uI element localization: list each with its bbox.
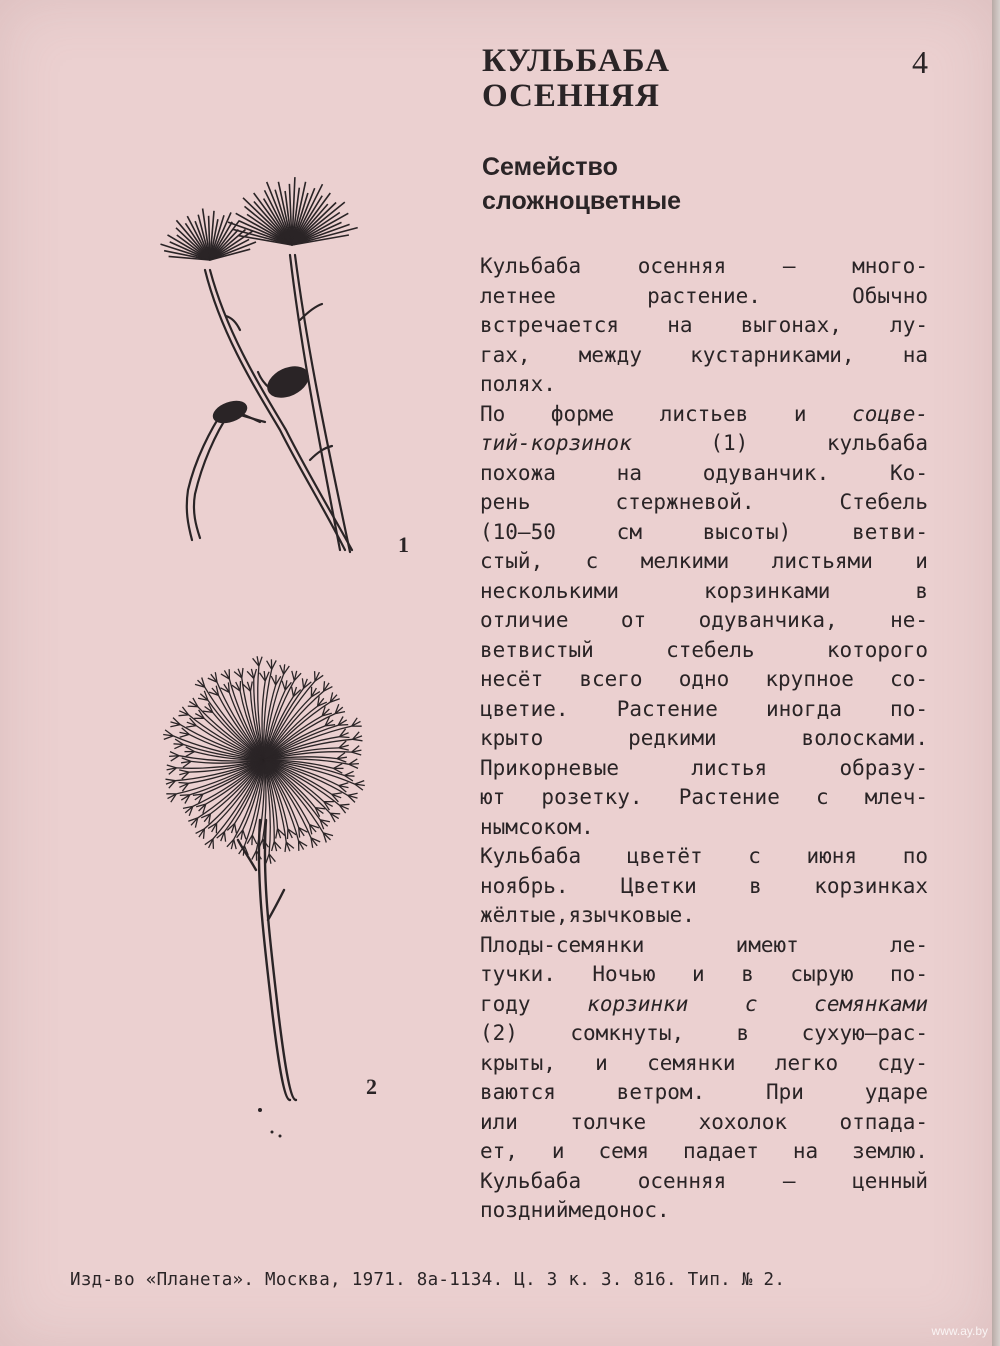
word: отпада- xyxy=(839,1109,928,1134)
word: году xyxy=(480,991,531,1016)
italic-word: семянками xyxy=(814,991,928,1016)
word: и xyxy=(915,549,928,573)
word: хохолок xyxy=(698,1109,788,1134)
word: легко xyxy=(774,1050,839,1075)
word: одуванчика, xyxy=(698,608,838,632)
word: стержневой. xyxy=(615,490,755,514)
word: листья xyxy=(691,755,768,780)
word: осенняя xyxy=(637,254,727,278)
text-line xyxy=(480,1049,928,1079)
word: редкими xyxy=(628,726,717,750)
word: Цветки xyxy=(620,873,697,898)
word: с xyxy=(585,549,599,573)
word: осенняя xyxy=(637,1168,727,1193)
text-line xyxy=(480,1019,928,1049)
text-line xyxy=(480,1078,928,1108)
word: Обычно xyxy=(852,283,928,308)
figure-label-1: 1 xyxy=(398,532,409,557)
word: стый, xyxy=(480,549,544,573)
word: между xyxy=(578,342,642,367)
text-line xyxy=(480,872,928,902)
word: ветвистый xyxy=(480,637,594,662)
word: встречается xyxy=(480,313,620,337)
word: — xyxy=(782,254,796,278)
word: растение. xyxy=(647,283,761,308)
word: рень xyxy=(480,490,531,514)
word: на xyxy=(902,342,928,367)
word: ют xyxy=(480,785,506,809)
word: Прикорневые xyxy=(480,755,620,780)
word: крыты, xyxy=(480,1050,556,1075)
italic-word: тий-корзинок xyxy=(480,431,632,455)
word: в xyxy=(736,1021,750,1045)
word: Ко- xyxy=(890,460,928,485)
word: (1) xyxy=(710,431,749,455)
word: несёт xyxy=(480,667,544,691)
seed-head-tufts xyxy=(163,656,365,863)
word: тучки. xyxy=(480,962,556,986)
leaf xyxy=(238,840,256,870)
word: с xyxy=(815,785,829,809)
word: одуванчик. xyxy=(702,460,830,485)
text-line xyxy=(480,547,928,577)
family-line-1: Семейство xyxy=(482,153,618,181)
family-line-2: сложноцветные xyxy=(482,187,682,215)
word: сухую—рас- xyxy=(801,1021,928,1045)
word: ным xyxy=(480,814,518,839)
word: Стебель xyxy=(839,490,928,514)
word: Кульбаба xyxy=(480,1168,582,1193)
text-line xyxy=(480,931,928,961)
word: Растение xyxy=(616,696,718,721)
word: сду- xyxy=(877,1050,928,1075)
word: При xyxy=(766,1080,804,1104)
word: выгонах, xyxy=(740,313,842,337)
card-edge xyxy=(992,0,1000,1346)
seedhead-illustration-2 xyxy=(160,680,380,1150)
text-line xyxy=(480,754,928,784)
stem xyxy=(290,255,340,550)
word: По xyxy=(480,401,506,426)
word: имеют xyxy=(735,932,799,957)
word: Растение xyxy=(678,785,780,809)
word: цветёт xyxy=(626,844,703,868)
text-line xyxy=(480,842,928,872)
word: от xyxy=(620,608,647,632)
text-line xyxy=(480,459,928,489)
word: со- xyxy=(890,667,928,691)
text-line xyxy=(480,429,928,459)
word: летнее xyxy=(480,283,556,308)
word: полях. xyxy=(480,372,556,396)
word: землю. xyxy=(852,1139,928,1163)
word: (10—50 xyxy=(480,519,556,544)
description-text xyxy=(480,252,928,1226)
soil-specks xyxy=(258,1108,282,1138)
text-line xyxy=(480,990,928,1020)
word: волосками. xyxy=(801,726,928,750)
word: или xyxy=(480,1109,518,1134)
word: лу- xyxy=(890,313,928,337)
word: ветви- xyxy=(852,519,928,544)
word: гах, xyxy=(480,342,531,367)
text-line xyxy=(480,813,928,843)
word: медонос. xyxy=(568,1198,670,1222)
word: ет, xyxy=(480,1139,518,1163)
word: ваются xyxy=(480,1080,556,1104)
text-line xyxy=(480,1137,928,1167)
word: (2) xyxy=(480,1021,518,1045)
text-line xyxy=(480,724,928,754)
word: корзинках xyxy=(814,873,928,898)
word: и xyxy=(793,401,807,426)
text-line xyxy=(480,1196,928,1226)
text-line xyxy=(480,606,928,636)
text-line xyxy=(480,783,928,813)
text-line xyxy=(480,695,928,725)
word: не- xyxy=(890,608,928,632)
word: мелкими xyxy=(640,549,730,573)
word: и xyxy=(692,962,705,986)
word: ветром. xyxy=(616,1080,706,1104)
word: листьями xyxy=(771,549,873,573)
word: Плоды-семянки xyxy=(480,932,645,957)
text-line xyxy=(480,518,928,548)
card-title xyxy=(482,44,670,114)
word: одно xyxy=(678,667,730,691)
word: семянки xyxy=(647,1050,736,1075)
word: по xyxy=(902,844,928,868)
word: июня xyxy=(806,844,858,868)
title-line-2: ОСЕННЯЯ xyxy=(482,78,660,114)
word: цветие. xyxy=(480,696,569,721)
text-line xyxy=(480,901,928,931)
text-line xyxy=(480,311,928,341)
word: на xyxy=(792,1139,819,1163)
branch xyxy=(194,412,265,538)
text-line xyxy=(480,282,928,312)
watermark: www.ay.by xyxy=(931,1324,988,1338)
word: сырую xyxy=(790,962,854,986)
word: ценный xyxy=(852,1168,928,1193)
word: с xyxy=(748,844,761,868)
italic-word: соцве- xyxy=(852,401,928,426)
text-line xyxy=(480,370,928,400)
italic-word: корзинки xyxy=(587,991,689,1016)
word: розетку. xyxy=(541,785,643,809)
word: млеч- xyxy=(864,785,928,809)
word: на xyxy=(616,460,642,485)
word: ноябрь. xyxy=(480,873,569,898)
text-line xyxy=(480,252,928,282)
word: кульбаба xyxy=(826,431,928,455)
text-line xyxy=(480,665,928,695)
word: жёлтые, xyxy=(480,903,569,927)
word: по- xyxy=(890,962,928,986)
text-line xyxy=(480,341,928,371)
word: всего xyxy=(579,667,643,691)
word: поздний xyxy=(480,1198,569,1222)
text-line xyxy=(480,400,928,430)
text-line xyxy=(480,960,928,990)
word: в xyxy=(915,578,928,603)
text-line xyxy=(480,1108,928,1138)
word: толчке xyxy=(570,1109,647,1134)
title-line-1: КУЛЬБАБА xyxy=(482,43,670,79)
stem xyxy=(265,820,296,1100)
word: сомкнуты, xyxy=(570,1021,685,1045)
text-line xyxy=(480,636,928,666)
word: которого xyxy=(826,637,928,662)
word: ле- xyxy=(890,932,928,957)
word: в xyxy=(749,873,762,898)
text-line xyxy=(480,488,928,518)
word: Кульбаба xyxy=(480,254,582,278)
word: несколькими xyxy=(480,578,620,603)
word: язычковые. xyxy=(568,903,695,927)
word: и xyxy=(551,1139,565,1163)
word: ударе xyxy=(864,1080,928,1104)
word: стебель xyxy=(666,637,755,662)
word: форме xyxy=(550,401,615,426)
word: корзинками xyxy=(703,578,831,603)
word: листьев xyxy=(659,401,749,426)
publisher-footer: Изд-во «Планета». Москва, 1971. 8а-1134. Ц. 3 к. З. 816. Тип. № 2. xyxy=(70,1270,786,1290)
word: и xyxy=(595,1050,608,1075)
word: кустарниками, xyxy=(690,342,855,367)
word: см xyxy=(616,519,642,544)
word: похожа xyxy=(480,460,556,485)
word: крыто xyxy=(480,726,544,750)
word: отличие xyxy=(480,608,569,632)
word: соком. xyxy=(517,814,594,839)
family-heading xyxy=(482,150,681,218)
word: иногда xyxy=(766,696,842,721)
word: крупное xyxy=(765,667,854,691)
word: образу- xyxy=(839,755,928,780)
bud xyxy=(210,360,314,428)
word: по- xyxy=(890,696,928,721)
card-number: 4 xyxy=(912,44,928,80)
word: семя xyxy=(598,1139,650,1163)
word: Кульбаба xyxy=(480,844,582,868)
figure-label-2: 2 xyxy=(366,1074,377,1099)
text-line xyxy=(480,1167,928,1197)
word: падает xyxy=(683,1139,759,1163)
word: в xyxy=(741,962,754,986)
text-line xyxy=(480,577,928,607)
word: — xyxy=(782,1168,796,1193)
word: Ночью xyxy=(592,962,656,986)
word: много- xyxy=(852,254,928,278)
word: на xyxy=(667,313,693,337)
italic-word: с xyxy=(744,991,758,1016)
word: высоты) xyxy=(702,519,792,544)
flower-illustration-1 xyxy=(140,160,400,560)
branch xyxy=(187,408,260,540)
leaf xyxy=(268,890,284,920)
